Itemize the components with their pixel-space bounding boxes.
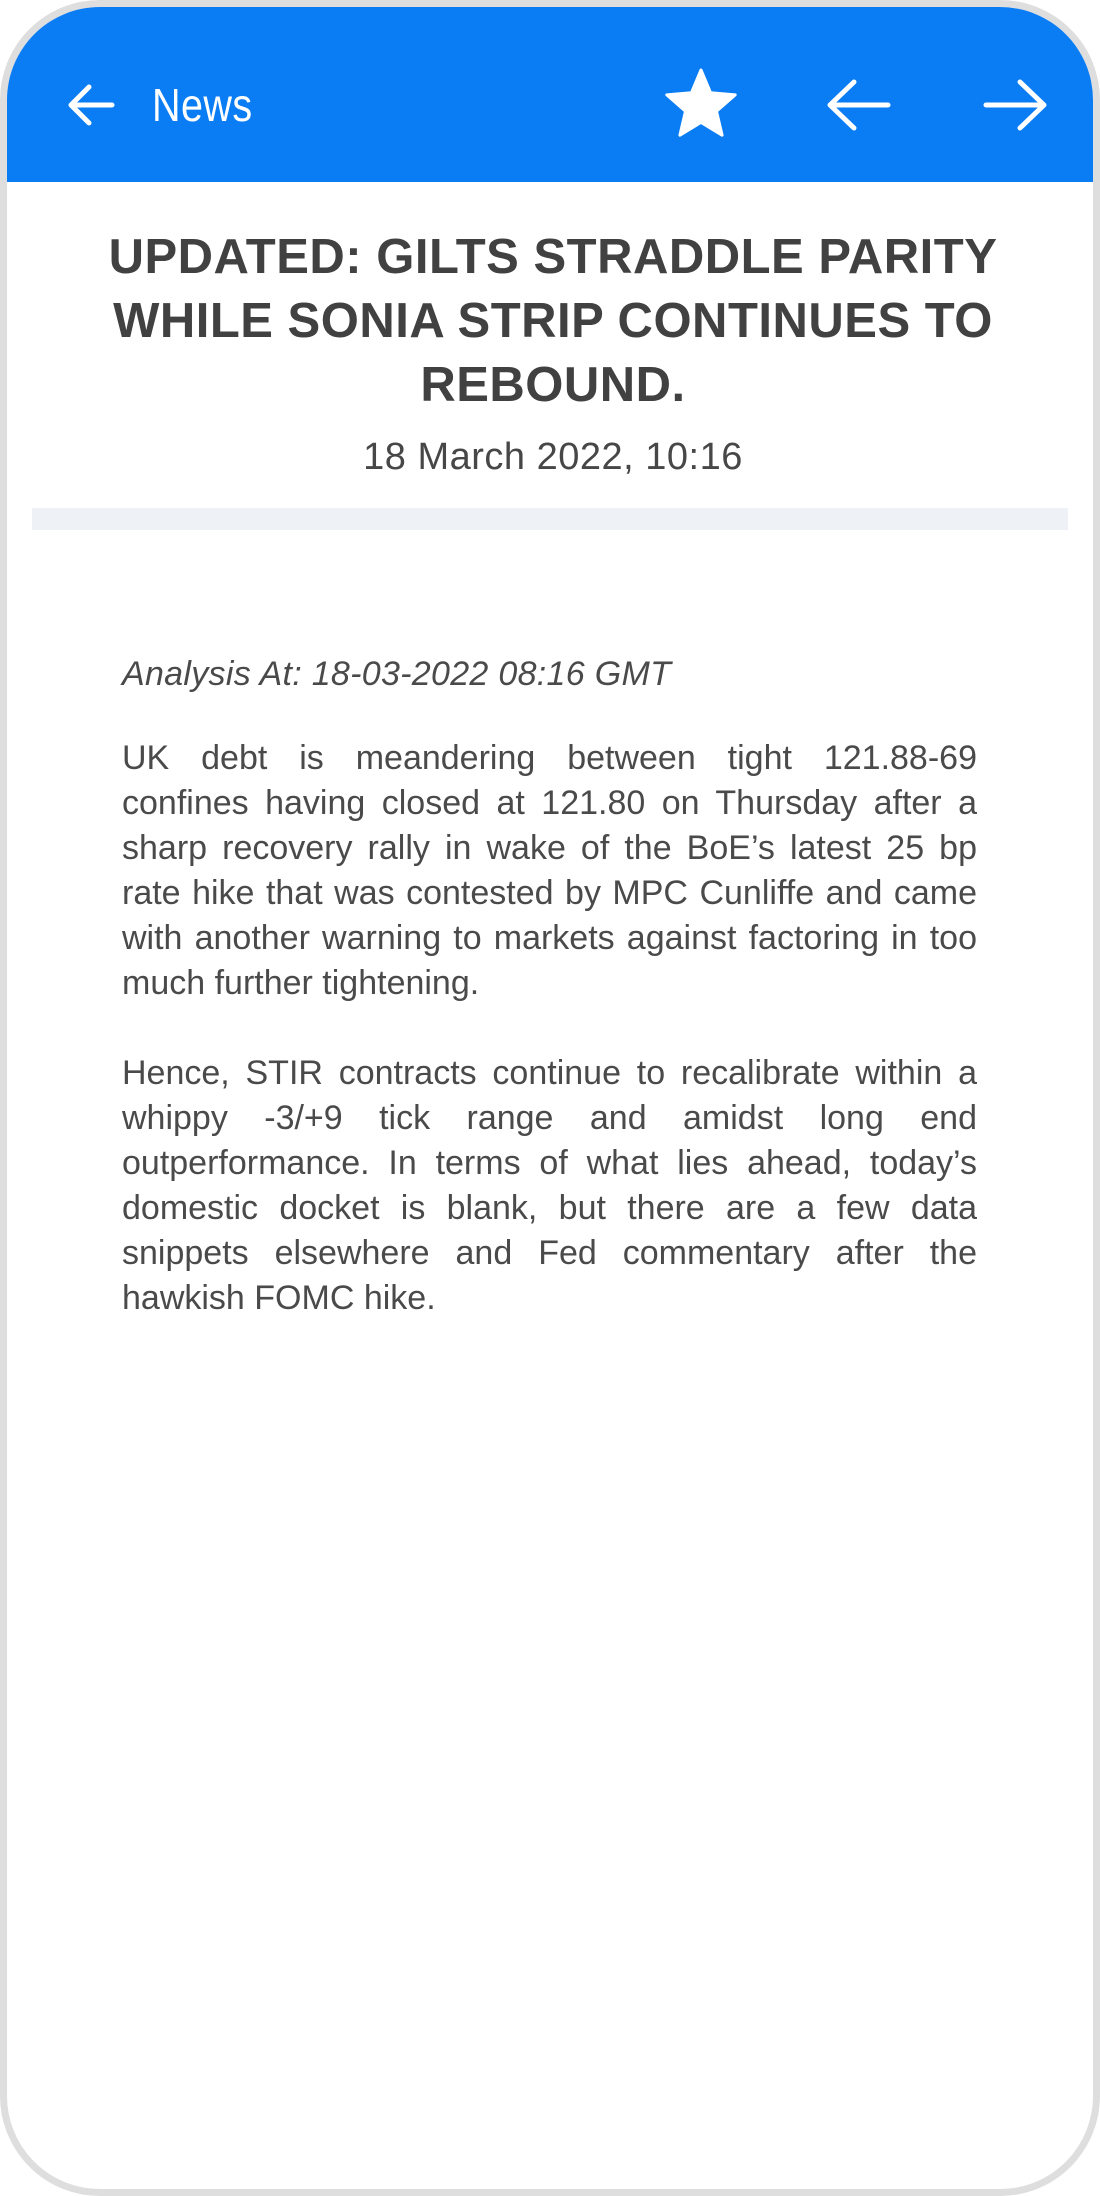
app-bar bbox=[7, 7, 1093, 182]
article-headline: UPDATED: GILTS STRADDLE PARITY WHILE SONIA STRIP CONTINUES TO REBOUND. bbox=[108, 230, 998, 412]
star-icon[interactable] bbox=[664, 67, 738, 137]
app-bar-title: News bbox=[152, 79, 253, 131]
article-paragraph: UK debt is meandering between tight 121.88-69 confines having closed at 121.80 on Thursday after a sharp recovery rally in wake of the BoE’s latest 25 bp rate hike that was contested by MPC Cunliffe and came with another warning to markets against factoring in too much further tightening. bbox=[122, 739, 977, 1002]
article-paragraph: Hence, STIR contracts continue to recalibrate within a whippy -3/+9 tick range and amidst long end outperformance. In terms of what lies ahead, today’s domestic docket is blank, but there are a few data snippets elsewhere and Fed commentary after the hawkish FOMC hike. bbox=[122, 1054, 977, 1317]
article-body bbox=[122, 652, 977, 1321]
header-divider bbox=[32, 508, 1068, 530]
article-date: 18 March 2022, 10:16 bbox=[363, 436, 743, 478]
previous-article-icon[interactable] bbox=[824, 77, 892, 133]
next-article-icon[interactable] bbox=[982, 77, 1050, 133]
analysis-timestamp: Analysis At: 18-03-2022 08:16 GMT bbox=[122, 655, 672, 693]
arrow-left-icon[interactable] bbox=[65, 79, 117, 131]
